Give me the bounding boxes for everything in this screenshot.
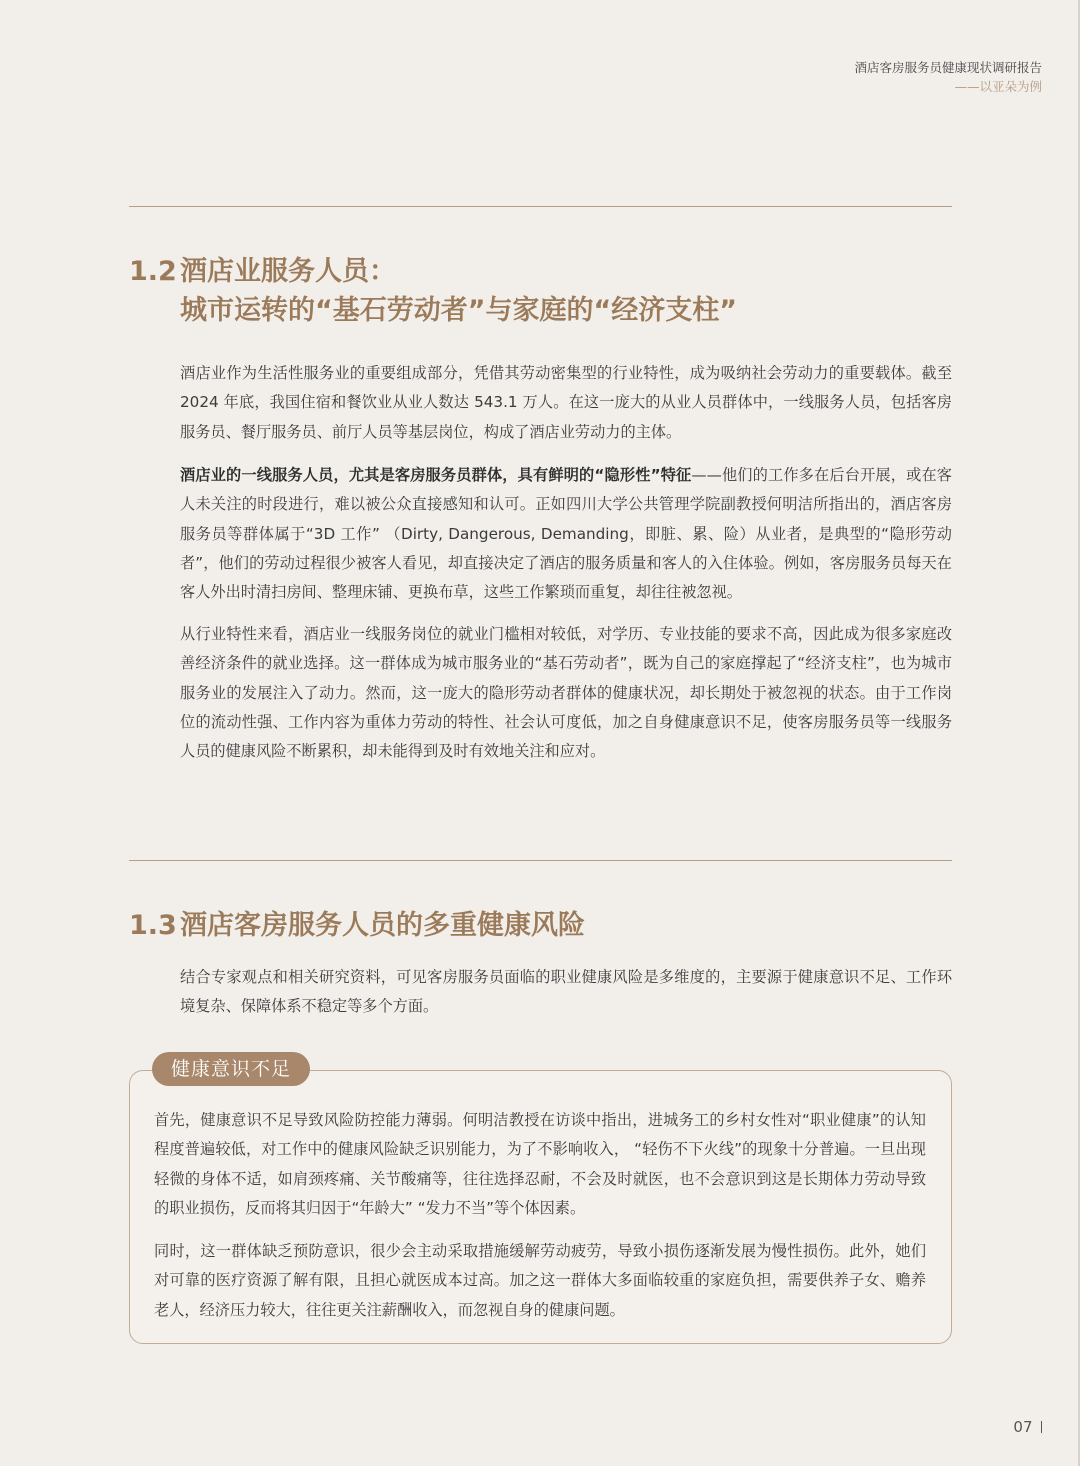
section-number: 1.3 (129, 910, 177, 941)
page-number-text: 07 (1013, 1418, 1033, 1436)
section-1-3-heading (129, 906, 585, 945)
page-number (1013, 1418, 1042, 1436)
bold-lead: 酒店业的一线服务人员，尤其是客房服务员群体，具有鲜明的“隐形性”特征 (180, 466, 692, 484)
paragraph-text: ——他们的工作多在后台开展，或在客人未关注的时段进行，难以被公众直接感知和认可。正如四川大学公共管理学院副教授何明洁所指出的，酒店客房服务员等群体属于“3D 工作” （Dirty, Dangerous, Demanding，即脏、累、险）从业者，是典型的“隐形劳动者”，他们的劳动过程很少被客人看见，却直接决定了酒店的服务质量和客人的入住体验。例如，客房服务员每天在客人外出时清扫房间、整理床铺、更换布草，这些工作繁琐而重复，却往往被忽视。 (180, 466, 952, 602)
paragraph: 酒店业作为生活性服务业的重要组成部分，凭借其劳动密集型的行业特性，成为吸纳社会劳动力的重要载体。截至 2024 年底，我国住宿和餐饮业从业人数达 543.1 万人。在这一庞大的从业人员群体中，一线服务人员，包括客房服务员、餐厅服务员、前厅人员等基层岗位，构成了酒店业劳动力的主体。 (180, 364, 952, 441)
section-divider (129, 860, 952, 861)
report-subtitle: ——以亚朵为例 (954, 79, 1042, 94)
paragraph: 从行业特性来看，酒店业一线服务岗位的就业门槛相对较低，对学历、专业技能的要求不高，因此成为很多家庭改善经济条件的就业选择。这一群体成为城市服务业的“基石劳动者”，既为自己的家庭撑起了“经济支柱”，也为城市服务业的发展注入了动力。然而，这一庞大的隐形劳动者群体的健康状况，却长期处于被忽视的状态。由于工作岗位的流动性强、工作内容为重体力劳动的特性、社会认可度低，加之自身健康意识不足，使客房服务员等一线服务人员的健康风险不断累积，却未能得到及时有效地关注和应对。 (180, 625, 952, 761)
section-1-2-heading (129, 252, 737, 330)
page-number-bar (1041, 1421, 1043, 1433)
section-number: 1.2 (129, 256, 177, 287)
report-title: 酒店客房服务员健康现状调研报告 (854, 60, 1042, 75)
section-title-line2: 城市运转的“基石劳动者”与家庭的“经济支柱” (180, 295, 737, 326)
paragraph (180, 461, 952, 607)
card-tag: 健康意识不足 (152, 1052, 310, 1086)
section-divider (129, 206, 952, 207)
card-paragraph: 同时，这一群体缺乏预防意识，很少会主动采取措施缓解劳动疲劳，导致小损伤逐渐发展为慢性损伤。此外，她们对可靠的医疗资源了解有限，且担心就医成本过高。加之这一群体大多面临较重的家庭负担，需要供养子女、赡养老人，经济压力较大，往往更关注薪酬收入，而忽视自身的健康问题。 (154, 1242, 926, 1319)
paragraph: 结合专家观点和相关研究资料，可见客房服务员面临的职业健康风险是多维度的，主要源于健康意识不足、工作环境复杂、保障体系不稳定等多个方面。 (180, 968, 952, 1016)
card-paragraph: 首先，健康意识不足导致风险防控能力薄弱。何明洁教授在访谈中指出，进城务工的乡村女性对“职业健康”的认知程度普遍较低，对工作中的健康风险缺乏识别能力，为了不影响收入， “轻伤不下火线”的现象十分普遍。一旦出现轻微的身体不适，如肩颈疼痛、关节酸痛等，往往选择忍耐，不会及时就医，也不会意识到这是长期体力劳动导致的职业损伤，反而将其归因于“年龄大” “发力不当”等个体因素。 (154, 1111, 926, 1217)
section-title: 酒店客房服务人员的多重健康风险 (180, 910, 585, 941)
section-title-line1: 酒店业服务人员： (180, 256, 396, 287)
